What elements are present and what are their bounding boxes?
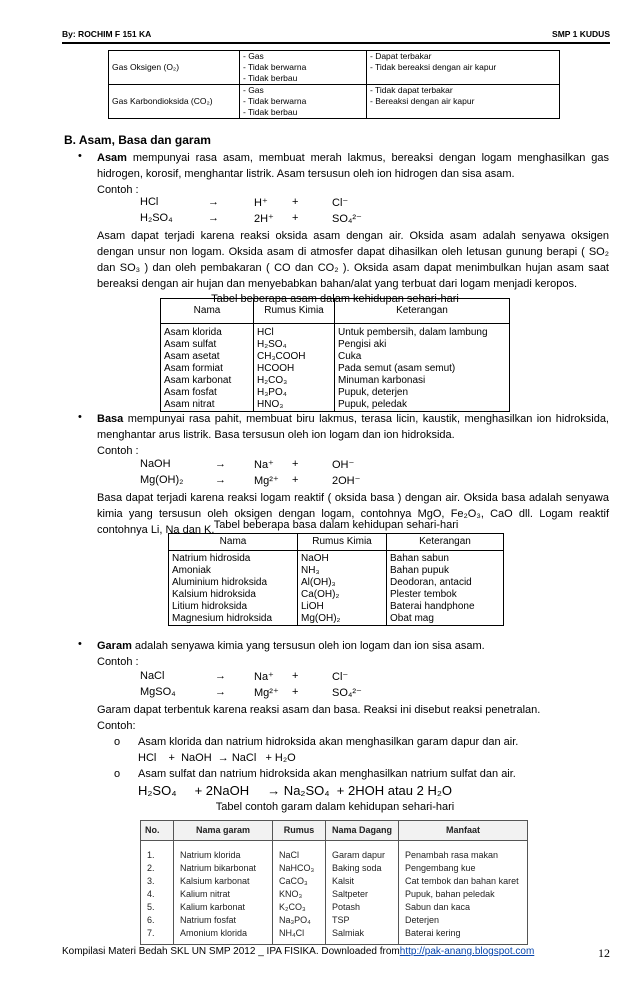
table-cell: Untuk pembersih, dalam lambung (335, 324, 510, 340)
table-cell: Asam nitrat (161, 399, 254, 412)
table-cell: TSP (326, 914, 399, 927)
arrow-icon: → (215, 686, 226, 698)
reaction-row (0, 670, 638, 686)
reactant: NaOH (140, 458, 171, 470)
table-cell: 6. (141, 914, 174, 927)
product: 2H⁺ (254, 213, 274, 225)
basa-table-caption: Tabel beberapa basa dalam kehidupan sehari-hari (213, 519, 459, 531)
asam-def: mempunyai rasa asam, membuat merah lakmus, bereaksi dengan logam menghasilkan gas hidrogen, korosif, menghantar listrik. Asam tersusun oleh ion hidrogen dan sisa asam. (97, 152, 609, 180)
table-row (141, 914, 528, 927)
table-cell: Natrium hidrosida (169, 551, 298, 566)
table-cell: NaOH (298, 551, 387, 566)
reaction-row (0, 196, 638, 212)
plus-sign: + (292, 474, 299, 486)
asam-table-caption: Tabel beberapa asam dalam kehidupan sehari-hari (211, 293, 459, 305)
table-cell: HCOOH (254, 363, 335, 375)
product: H⁺ (254, 197, 268, 209)
product: Mg²⁺ (254, 475, 279, 487)
gas-prop: - Tidak berbau (243, 73, 298, 83)
table-cell: Pada semut (asam semut) (335, 363, 510, 375)
table-cell: Baterai kering (399, 927, 528, 945)
garam-example-2: Asam sulfat dan natrium hidroksida akan menghasilkan natrium sulfat dan air. (138, 768, 516, 780)
table-cell: Aluminium hidroksida (169, 577, 298, 589)
garam-example-1-equation: HCl + NaOH → NaCl + H₂O (138, 752, 296, 764)
arrow-icon: → (215, 458, 226, 470)
table-cell: Kalsium karbonat (174, 875, 273, 888)
gas-table (108, 50, 560, 119)
table-cell: NaCl (273, 841, 326, 863)
product: 2OH⁻ (332, 475, 361, 487)
reactant: Mg(OH)₂ (140, 474, 184, 486)
table-row (141, 862, 528, 875)
table-cell: Mg(OH)₂ (298, 613, 387, 626)
page-number: 12 (598, 946, 610, 960)
product: Na⁺ (254, 671, 274, 683)
reaction-row (0, 212, 638, 228)
table-cell: Natrium klorida (174, 841, 273, 863)
table-row (141, 841, 528, 863)
table-row (161, 399, 510, 412)
garam-paragraph: Garam dapat terbentuk karena reaksi asam dan basa. Reaksi ini disebut reaksi penetralan. (97, 704, 541, 716)
column-header: Nama Dagang (326, 821, 399, 841)
arrow-icon: → (208, 196, 219, 208)
garam-def: adalah senyawa kimia yang tersusun oleh ion logam dan ion sisa asam. (131, 640, 485, 652)
section-b-title: B. Asam, Basa dan garam (64, 133, 211, 147)
table-cell: Asam fosfat (161, 387, 254, 399)
table-cell: Baterai handphone (387, 601, 504, 613)
circle-bullet-icon: o (114, 736, 121, 748)
bullet-icon: • (78, 150, 82, 162)
table-row (109, 51, 560, 85)
table-cell: 5. (141, 901, 174, 914)
column-header: Nama (169, 534, 298, 551)
table-cell: Asam formiat (161, 363, 254, 375)
reactant: NaCl (140, 670, 165, 682)
table-cell: CaCO₃ (273, 875, 326, 888)
table-cell: Plester tembok (387, 589, 504, 601)
gas-name: Gas Karbondioksida (CO₂) (109, 85, 240, 119)
table-cell: Deterjen (399, 914, 528, 927)
table-cell: Litium hidroksida (169, 601, 298, 613)
table-cell: 2. (141, 862, 174, 875)
table-cell: Cuka (335, 351, 510, 363)
table-cell: Amonium klorida (174, 927, 273, 945)
basa-paragraph: Basa dapat terjadi karena reaksi logam reaktif ( oksida basa ) dengan air. Oksida basa adalah senyawa kimia yang tersusun oleh oksigen dengan logam, contohnya MgO, Fe₂O₃, CaO dll. Logam reaktif contohnya Li, Na dan K. (97, 492, 609, 536)
asam-term: Asam (97, 152, 127, 164)
table-row (169, 551, 504, 566)
column-header: No. (141, 821, 174, 841)
table-cell: LiOH (298, 601, 387, 613)
table-cell: Magnesium hidroksida (169, 613, 298, 626)
table-row (169, 565, 504, 577)
product: Na⁺ (254, 459, 274, 471)
gas-prop: - Tidak berwarna (243, 62, 307, 72)
asam-definition (97, 150, 609, 182)
table-cell: Minuman karbonasi (335, 375, 510, 387)
table-cell: Kalium karbonat (174, 901, 273, 914)
table-cell: Bahan pupuk (387, 565, 504, 577)
gas-prop: - Gas (243, 85, 264, 95)
basa-def: mempunyai rasa pahit, membuat biru lakmus, terasa licin, kaustik, menghasilkan ion hidroksida, menghantar arus listrik. Basa tersusun oleh ion logam dan ion hidroksida. (97, 413, 609, 441)
header-right: SMP 1 KUDUS (552, 29, 610, 39)
table-cell: H₂SO₄ (254, 339, 335, 351)
header-rule (62, 42, 610, 44)
table-cell: NH₄Cl (273, 927, 326, 945)
plus-sign: + (292, 196, 299, 208)
gas-name: Gas Oksigen (O₂) (109, 51, 240, 85)
plus-sign: + (292, 458, 299, 470)
table-cell: Cat tembok dan bahan karet (399, 875, 528, 888)
reactant: H₂SO₄ (140, 212, 173, 224)
table-row (141, 888, 528, 901)
table-cell: HCl (254, 324, 335, 340)
asam-table (160, 298, 510, 412)
table-header-row (169, 534, 504, 551)
table-cell: 3. (141, 875, 174, 888)
table-cell: Pupuk, peledak (335, 399, 510, 412)
garam-table (140, 820, 528, 945)
table-cell: Natrium fosfat (174, 914, 273, 927)
table-row (161, 351, 510, 363)
table-row (141, 875, 528, 888)
garam-definition (97, 638, 609, 654)
gas-prop: - Tidak berwarna (243, 96, 307, 106)
column-header: Rumus Kimia (254, 299, 335, 324)
reactant: HCl (140, 196, 159, 208)
column-header: Nama (161, 299, 254, 324)
basa-term: Basa (97, 413, 124, 425)
table-cell: Saltpeter (326, 888, 399, 901)
table-row (161, 324, 510, 340)
plus-sign: + (292, 670, 299, 682)
circle-bullet-icon: o (114, 768, 121, 780)
garam-contoh2: Contoh: (97, 720, 136, 732)
basa-table (168, 533, 504, 626)
product: OH⁻ (332, 459, 355, 471)
garam-term: Garam (97, 640, 132, 652)
footer-title: Kompilasi Materi Bedah SKL UN SMP 2012 _ IPA FISIKA. (62, 946, 319, 957)
gas-prop: - Gas (243, 51, 264, 61)
plus-sign: + (292, 686, 299, 698)
asam-paragraph: Asam dapat terjadi karena reaksi oksida asam dengan air. Oksida asam adalah senyawa oksigen dengan unsur non logam. Oksida asam di atmosfer dapat dihasilkan oleh letusan gunung berapi ( SO₂ dan SO₃ ) dan oleh pembakaran ( CO dan CO₂ ). Oksida asam dapat menimbulkan hujan asam saat bereaksi dengan air hujan dan menyebabkan bahan/alat yang terbuat dari logam menjadi keropos. (97, 230, 609, 290)
reactant: MgSO₄ (140, 686, 176, 698)
table-cell: K₂CO₃ (273, 901, 326, 914)
table-cell: CH₃COOH (254, 351, 335, 363)
table-row (169, 577, 504, 589)
table-row (161, 387, 510, 399)
product: SO₄²⁻ (332, 213, 362, 225)
gas-test: - Tidak bereaksi dengan air kapur (370, 62, 497, 72)
arrow-icon: → (215, 474, 226, 486)
table-cell: 1. (141, 841, 174, 863)
table-cell: Penambah rasa makan (399, 841, 528, 863)
table-cell: Kalsium hidroksida (169, 589, 298, 601)
product: Cl⁻ (332, 671, 349, 683)
table-header-row (141, 821, 528, 841)
table-cell: Pengembang kue (399, 862, 528, 875)
reaction-row (0, 474, 638, 490)
footer-downloaded: Downloaded from (318, 946, 400, 957)
table-cell: Al(OH)₃ (298, 577, 387, 589)
table-cell: Pengisi aki (335, 339, 510, 351)
table-cell: Ca(OH)₂ (298, 589, 387, 601)
table-cell: 7. (141, 927, 174, 945)
table-cell: Kalsit (326, 875, 399, 888)
arrow-icon: → (215, 670, 226, 682)
garam-table-caption: Tabel contoh garam dalam kehidupan sehari-hari (215, 801, 455, 813)
table-cell: Asam klorida (161, 324, 254, 340)
table-row (161, 375, 510, 387)
gas-prop: - Tidak berbau (243, 107, 298, 117)
table-row (169, 601, 504, 613)
table-cell: KNO₃ (273, 888, 326, 901)
garam-example-1: Asam klorida dan natrium hidroksida akan menghasilkan garam dapur dan air. (138, 736, 519, 748)
product: Cl⁻ (332, 197, 349, 209)
table-header-row (161, 299, 510, 324)
table-cell: Amoniak (169, 565, 298, 577)
table-cell: Salmiak (326, 927, 399, 945)
table-cell: Pupuk, bahan peledak (399, 888, 528, 901)
table-cell: Potash (326, 901, 399, 914)
table-cell: Asam sulfat (161, 339, 254, 351)
gas-test: - Bereaksi dengan air kapur (370, 96, 475, 106)
table-row (169, 589, 504, 601)
basa-contoh: Contoh : (97, 445, 139, 457)
table-cell: Asam asetat (161, 351, 254, 363)
column-header: Rumus (273, 821, 326, 841)
table-cell: NaHCO₃ (273, 862, 326, 875)
table-cell: Kalium nitrat (174, 888, 273, 901)
table-cell: NH₃ (298, 565, 387, 577)
gas-test: - Dapat terbakar (370, 51, 432, 61)
table-cell: H₃PO₄ (254, 387, 335, 399)
table-cell: HNO₃ (254, 399, 335, 412)
table-cell: Garam dapur (326, 841, 399, 863)
table-cell: Baking soda (326, 862, 399, 875)
table-cell: Na₃PO₄ (273, 914, 326, 927)
table-row (141, 927, 528, 945)
product: SO₄²⁻ (332, 687, 362, 699)
bullet-icon: • (78, 638, 82, 650)
table-cell: Obat mag (387, 613, 504, 626)
table-row (141, 901, 528, 914)
table-row (161, 339, 510, 351)
arrow-icon: → (208, 212, 219, 224)
reaction-row (0, 686, 638, 702)
table-cell: 4. (141, 888, 174, 901)
product: Mg²⁺ (254, 687, 279, 699)
column-header: Manfaat (399, 821, 528, 841)
column-header: Keterangan (387, 534, 504, 551)
table-cell: Asam karbonat (161, 375, 254, 387)
basa-definition (97, 411, 609, 443)
table-row (109, 85, 560, 119)
column-header: Nama garam (174, 821, 273, 841)
column-header: Keterangan (335, 299, 510, 324)
garam-example-2-equation: H₂SO₄ + 2NaOH → Na₂SO₄ + 2HOH atau 2 H₂O (138, 783, 453, 798)
header-left: By: ROCHIM F 151 KA (62, 29, 152, 39)
footer-text (62, 946, 534, 957)
table-cell: Pupuk, deterjen (335, 387, 510, 399)
footer-link[interactable]: http://pak-anang.blogspot.com (399, 946, 535, 957)
table-cell: Bahan sabun (387, 551, 504, 566)
table-cell: Deodoran, antacid (387, 577, 504, 589)
asam-contoh: Contoh : (97, 184, 139, 196)
reaction-row (0, 458, 638, 474)
table-row (161, 363, 510, 375)
column-header: Rumus Kimia (298, 534, 387, 551)
table-cell: Natrium bikarbonat (174, 862, 273, 875)
table-row (169, 613, 504, 626)
table-cell: H₂CO₃ (254, 375, 335, 387)
table-cell: Sabun dan kaca (399, 901, 528, 914)
garam-contoh: Contoh : (97, 656, 139, 668)
bullet-icon: • (78, 411, 82, 423)
plus-sign: + (292, 212, 299, 224)
gas-test: - Tidak dapat terbakar (370, 85, 453, 95)
